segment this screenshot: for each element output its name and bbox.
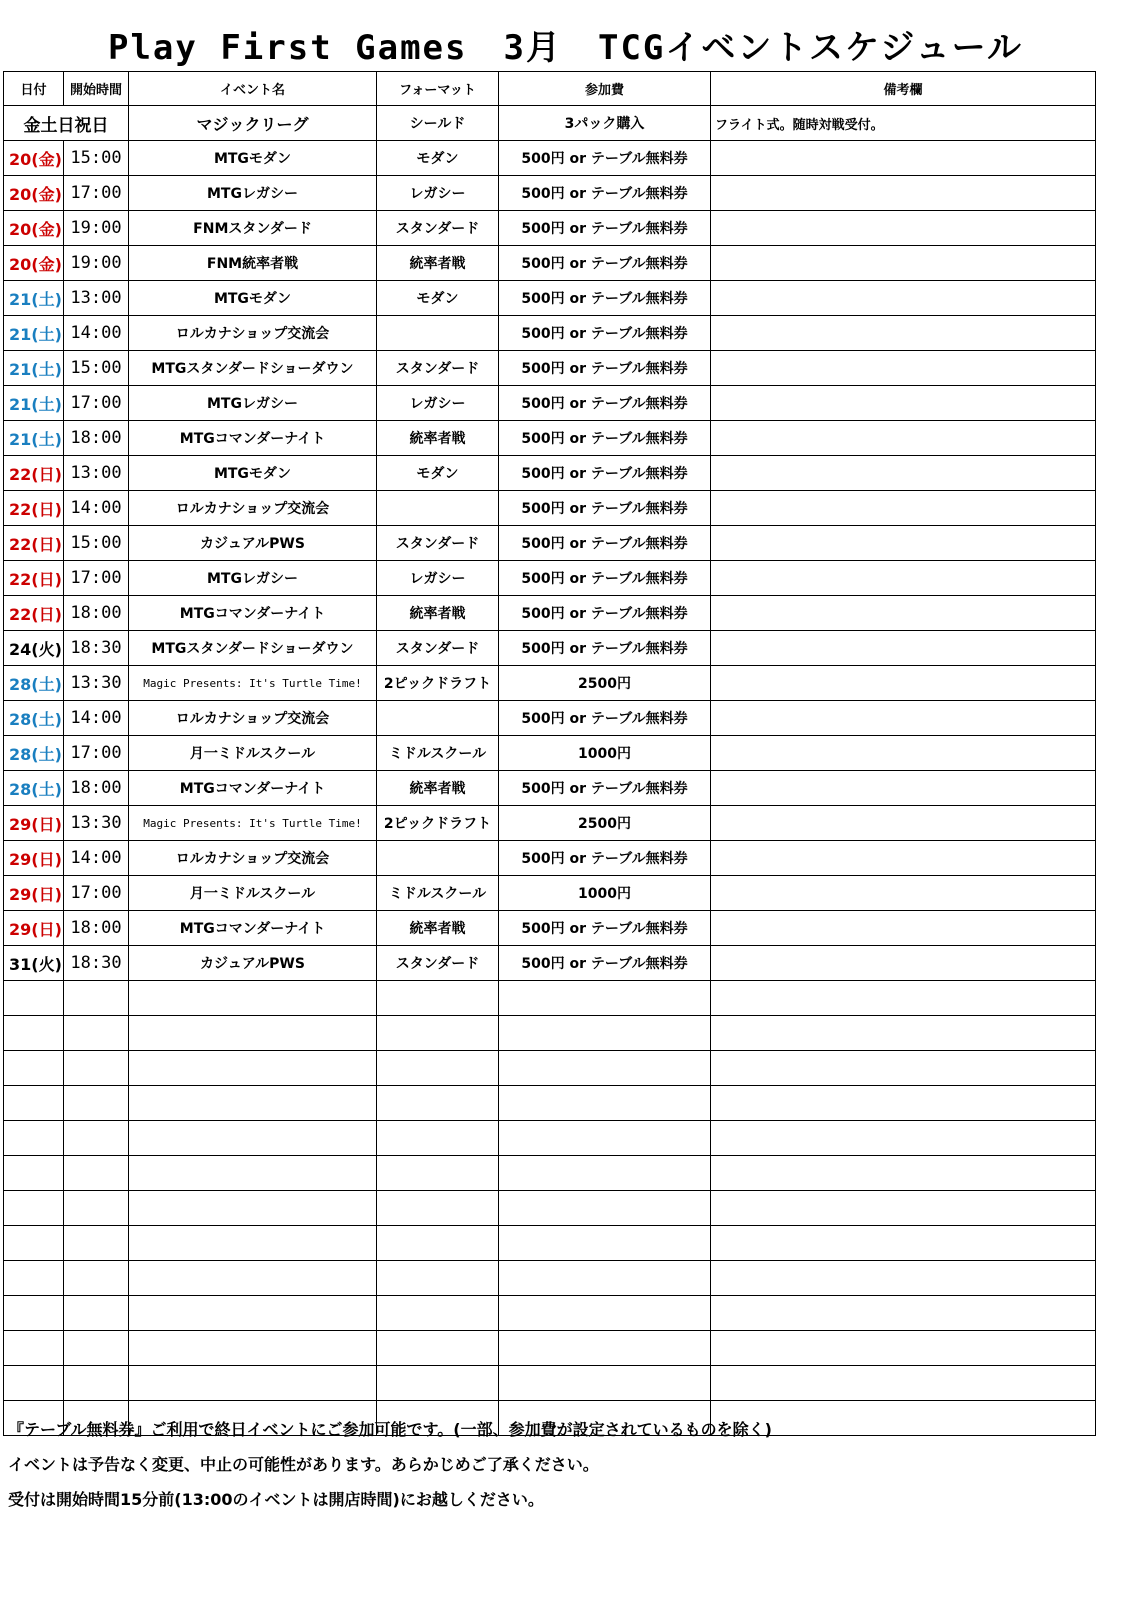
empty-cell xyxy=(499,1331,711,1366)
empty-row xyxy=(4,1366,1096,1401)
empty-cell xyxy=(129,1191,377,1226)
empty-cell xyxy=(64,1086,129,1121)
footer-note-2: イベントは予告なく変更、中止の可能性があります。あらかじめご了承ください。 xyxy=(8,1455,599,1474)
row-fee: 500円 or テーブル無料券 xyxy=(499,561,711,596)
empty-cell xyxy=(711,1086,1096,1121)
row-time: 14:00 xyxy=(64,701,129,736)
table-row xyxy=(4,421,1096,456)
empty-cell xyxy=(64,1051,129,1086)
table-row xyxy=(4,736,1096,771)
table-row xyxy=(4,526,1096,561)
empty-cell xyxy=(64,1121,129,1156)
row-fee: 500円 or テーブル無料券 xyxy=(499,946,711,981)
empty-row xyxy=(4,1156,1096,1191)
table-row xyxy=(4,176,1096,211)
row-time: 13:00 xyxy=(64,281,129,316)
row-event: MTGレガシー xyxy=(129,386,377,421)
row-format: モダン xyxy=(377,281,499,316)
row-fee: 500円 or テーブル無料券 xyxy=(499,281,711,316)
footer-note-3: 受付は開始時間15分前(13:00のイベントは開店時間)にお越しください。 xyxy=(8,1490,544,1509)
row-date: 20(金) xyxy=(4,246,64,281)
schedule-table xyxy=(3,71,1096,1436)
table-row xyxy=(4,806,1096,841)
empty-cell xyxy=(129,1296,377,1331)
empty-cell xyxy=(129,1051,377,1086)
daily-event: マジックリーグ xyxy=(129,106,377,141)
empty-cell xyxy=(377,1121,499,1156)
empty-cell xyxy=(64,1331,129,1366)
row-event: カジュアルPWS xyxy=(129,526,377,561)
empty-cell xyxy=(711,1226,1096,1261)
row-date: 28(土) xyxy=(4,736,64,771)
table-row xyxy=(4,246,1096,281)
row-fee: 500円 or テーブル無料券 xyxy=(499,246,711,281)
table-row xyxy=(4,631,1096,666)
empty-cell xyxy=(129,1086,377,1121)
empty-cell xyxy=(711,1016,1096,1051)
row-notes xyxy=(711,736,1096,771)
row-notes xyxy=(711,876,1096,911)
empty-cell xyxy=(4,981,64,1016)
row-format xyxy=(377,841,499,876)
row-event: ロルカナショップ交流会 xyxy=(129,701,377,736)
row-event: MTGコマンダーナイト xyxy=(129,421,377,456)
row-date: 31(火) xyxy=(4,946,64,981)
row-time: 15:00 xyxy=(64,141,129,176)
row-fee: 2500円 xyxy=(499,806,711,841)
row-date: 21(土) xyxy=(4,351,64,386)
row-event: Magic Presents: It's Turtle Time! xyxy=(129,806,377,841)
empty-row xyxy=(4,1191,1096,1226)
table-row xyxy=(4,316,1096,351)
row-format: スタンダード xyxy=(377,351,499,386)
row-date: 21(土) xyxy=(4,316,64,351)
empty-cell xyxy=(377,1156,499,1191)
row-date: 29(日) xyxy=(4,806,64,841)
empty-cell xyxy=(711,1156,1096,1191)
empty-cell xyxy=(4,1261,64,1296)
empty-cell xyxy=(4,1156,64,1191)
row-format: 2ピックドラフト xyxy=(377,666,499,701)
row-date: 28(土) xyxy=(4,666,64,701)
table-row xyxy=(4,771,1096,806)
empty-cell xyxy=(4,1121,64,1156)
empty-row xyxy=(4,1051,1096,1086)
row-event: カジュアルPWS xyxy=(129,946,377,981)
empty-cell xyxy=(377,981,499,1016)
empty-cell xyxy=(499,1051,711,1086)
empty-cell xyxy=(4,1191,64,1226)
row-event: ロルカナショップ交流会 xyxy=(129,491,377,526)
empty-cell xyxy=(4,1051,64,1086)
row-time: 17:00 xyxy=(64,736,129,771)
row-date: 28(土) xyxy=(4,771,64,806)
empty-cell xyxy=(129,1121,377,1156)
empty-row xyxy=(4,1086,1096,1121)
empty-cell xyxy=(377,1191,499,1226)
row-time: 14:00 xyxy=(64,316,129,351)
empty-row xyxy=(4,1016,1096,1051)
row-time: 18:30 xyxy=(64,946,129,981)
empty-cell xyxy=(711,1191,1096,1226)
row-date: 22(日) xyxy=(4,596,64,631)
row-notes xyxy=(711,316,1096,351)
row-time: 17:00 xyxy=(64,561,129,596)
row-date: 20(金) xyxy=(4,211,64,246)
row-fee: 1000円 xyxy=(499,736,711,771)
empty-cell xyxy=(711,1296,1096,1331)
row-time: 17:00 xyxy=(64,876,129,911)
empty-cell xyxy=(377,1051,499,1086)
row-time: 13:30 xyxy=(64,806,129,841)
table-row xyxy=(4,211,1096,246)
row-notes xyxy=(711,946,1096,981)
row-date: 29(日) xyxy=(4,841,64,876)
empty-cell xyxy=(499,1191,711,1226)
row-notes xyxy=(711,491,1096,526)
schedule-body xyxy=(4,106,1096,1436)
empty-cell xyxy=(4,1366,64,1401)
row-fee: 500円 or テーブル無料券 xyxy=(499,771,711,806)
header-format: フォーマット xyxy=(377,72,499,106)
header-notes: 備考欄 xyxy=(711,72,1096,106)
row-time: 14:00 xyxy=(64,841,129,876)
row-notes xyxy=(711,526,1096,561)
empty-cell xyxy=(64,1226,129,1261)
row-event: MTGモダン xyxy=(129,141,377,176)
row-notes xyxy=(711,386,1096,421)
row-fee: 500円 or テーブル無料券 xyxy=(499,211,711,246)
empty-cell xyxy=(499,1121,711,1156)
empty-cell xyxy=(129,981,377,1016)
row-event: 月一ミドルスクール xyxy=(129,876,377,911)
row-date: 29(日) xyxy=(4,911,64,946)
row-fee: 500円 or テーブル無料券 xyxy=(499,316,711,351)
row-notes xyxy=(711,841,1096,876)
empty-cell xyxy=(499,1086,711,1121)
row-time: 15:00 xyxy=(64,526,129,561)
row-fee: 500円 or テーブル無料券 xyxy=(499,491,711,526)
row-format: スタンダード xyxy=(377,211,499,246)
row-date: 29(日) xyxy=(4,876,64,911)
header-date: 日付 xyxy=(4,72,64,106)
row-time: 17:00 xyxy=(64,176,129,211)
empty-cell xyxy=(711,1121,1096,1156)
table-row xyxy=(4,666,1096,701)
empty-row xyxy=(4,981,1096,1016)
row-format: レガシー xyxy=(377,386,499,421)
table-row xyxy=(4,386,1096,421)
row-notes xyxy=(711,561,1096,596)
row-fee: 500円 or テーブル無料券 xyxy=(499,456,711,491)
empty-cell xyxy=(377,1016,499,1051)
empty-row xyxy=(4,1331,1096,1366)
row-fee: 500円 or テーブル無料券 xyxy=(499,351,711,386)
empty-cell xyxy=(4,1226,64,1261)
row-event: MTGコマンダーナイト xyxy=(129,771,377,806)
table-row xyxy=(4,841,1096,876)
empty-cell xyxy=(377,1366,499,1401)
row-date: 20(金) xyxy=(4,176,64,211)
row-event: MTGモダン xyxy=(129,281,377,316)
row-format: スタンダード xyxy=(377,946,499,981)
header-event: イベント名 xyxy=(129,72,377,106)
row-event: Magic Presents: It's Turtle Time! xyxy=(129,666,377,701)
row-notes xyxy=(711,176,1096,211)
row-format: レガシー xyxy=(377,561,499,596)
daily-day: 金土日祝日 xyxy=(4,106,129,141)
empty-cell xyxy=(129,1156,377,1191)
row-notes xyxy=(711,911,1096,946)
empty-row xyxy=(4,1226,1096,1261)
row-fee: 500円 or テーブル無料券 xyxy=(499,596,711,631)
row-date: 21(土) xyxy=(4,281,64,316)
empty-cell xyxy=(711,1366,1096,1401)
empty-cell xyxy=(377,1331,499,1366)
row-time: 19:00 xyxy=(64,246,129,281)
row-date: 21(土) xyxy=(4,386,64,421)
table-row xyxy=(4,491,1096,526)
row-date: 22(日) xyxy=(4,526,64,561)
row-event: MTGレガシー xyxy=(129,561,377,596)
row-time: 19:00 xyxy=(64,211,129,246)
empty-cell xyxy=(711,1051,1096,1086)
empty-cell xyxy=(64,1191,129,1226)
table-row xyxy=(4,351,1096,386)
empty-cell xyxy=(4,1331,64,1366)
row-fee: 500円 or テーブル無料券 xyxy=(499,421,711,456)
row-time: 18:00 xyxy=(64,771,129,806)
row-event: MTGコマンダーナイト xyxy=(129,596,377,631)
row-fee: 500円 or テーブル無料券 xyxy=(499,141,711,176)
daily-notes: フライト式。随時対戦受付。 xyxy=(711,106,1096,141)
row-format xyxy=(377,701,499,736)
row-time: 14:00 xyxy=(64,491,129,526)
row-time: 18:00 xyxy=(64,911,129,946)
row-event: ロルカナショップ交流会 xyxy=(129,316,377,351)
row-fee: 500円 or テーブル無料券 xyxy=(499,631,711,666)
empty-cell xyxy=(499,981,711,1016)
empty-cell xyxy=(4,1296,64,1331)
row-time: 18:00 xyxy=(64,421,129,456)
empty-cell xyxy=(129,1016,377,1051)
row-format xyxy=(377,491,499,526)
row-time: 18:30 xyxy=(64,631,129,666)
empty-cell xyxy=(4,1086,64,1121)
row-date: 22(日) xyxy=(4,561,64,596)
table-row xyxy=(4,876,1096,911)
table-row xyxy=(4,701,1096,736)
row-fee: 2500円 xyxy=(499,666,711,701)
table-row xyxy=(4,281,1096,316)
empty-cell xyxy=(499,1296,711,1331)
empty-cell xyxy=(711,1331,1096,1366)
empty-cell xyxy=(129,1226,377,1261)
empty-cell xyxy=(377,1296,499,1331)
row-time: 13:00 xyxy=(64,456,129,491)
empty-cell xyxy=(64,1296,129,1331)
row-event: ロルカナショップ交流会 xyxy=(129,841,377,876)
row-format: モダン xyxy=(377,456,499,491)
row-format xyxy=(377,316,499,351)
row-fee: 500円 or テーブル無料券 xyxy=(499,176,711,211)
row-format: ミドルスクール xyxy=(377,876,499,911)
row-event: MTGモダン xyxy=(129,456,377,491)
row-format: 統率者戦 xyxy=(377,246,499,281)
row-fee: 500円 or テーブル無料券 xyxy=(499,911,711,946)
table-row xyxy=(4,561,1096,596)
row-notes xyxy=(711,141,1096,176)
table-header-row xyxy=(4,72,1096,106)
row-format: 統率者戦 xyxy=(377,771,499,806)
row-event: MTGコマンダーナイト xyxy=(129,911,377,946)
row-fee: 500円 or テーブル無料券 xyxy=(499,841,711,876)
row-fee: 1000円 xyxy=(499,876,711,911)
row-notes xyxy=(711,211,1096,246)
empty-cell xyxy=(129,1331,377,1366)
daily-format: シールド xyxy=(377,106,499,141)
empty-cell xyxy=(377,1261,499,1296)
row-format: モダン xyxy=(377,141,499,176)
empty-row xyxy=(4,1296,1096,1331)
empty-cell xyxy=(64,981,129,1016)
page-title: Play First Games 3月 TCGイベントスケジュール xyxy=(107,28,1023,68)
empty-cell xyxy=(129,1261,377,1296)
empty-cell xyxy=(499,1016,711,1051)
daily-fee: 3パック購入 xyxy=(499,106,711,141)
row-event: FNMスタンダード xyxy=(129,211,377,246)
empty-cell xyxy=(4,1016,64,1051)
row-notes xyxy=(711,771,1096,806)
empty-cell xyxy=(64,1156,129,1191)
empty-cell xyxy=(711,1261,1096,1296)
empty-cell xyxy=(64,1261,129,1296)
table-row xyxy=(4,946,1096,981)
row-notes xyxy=(711,421,1096,456)
row-fee: 500円 or テーブル無料券 xyxy=(499,386,711,421)
empty-cell xyxy=(64,1016,129,1051)
row-notes xyxy=(711,666,1096,701)
empty-cell xyxy=(64,1366,129,1401)
row-notes xyxy=(711,281,1096,316)
table-row xyxy=(4,141,1096,176)
empty-cell xyxy=(377,1226,499,1261)
row-format: ミドルスクール xyxy=(377,736,499,771)
table-row xyxy=(4,456,1096,491)
row-format: 2ピックドラフト xyxy=(377,806,499,841)
row-time: 18:00 xyxy=(64,596,129,631)
row-date: 21(土) xyxy=(4,421,64,456)
table-row xyxy=(4,596,1096,631)
row-format: レガシー xyxy=(377,176,499,211)
row-notes xyxy=(711,596,1096,631)
footer-note-1: 『テーブル無料券』ご利用で終日イベントにご参加可能です。(一部、参加費が設定されているものを除く) xyxy=(8,1420,772,1439)
row-format: スタンダード xyxy=(377,526,499,561)
row-fee: 500円 or テーブル無料券 xyxy=(499,701,711,736)
row-date: 22(日) xyxy=(4,456,64,491)
row-event: 月一ミドルスクール xyxy=(129,736,377,771)
row-fee: 500円 or テーブル無料券 xyxy=(499,526,711,561)
row-format: 統率者戦 xyxy=(377,421,499,456)
row-event: FNM統率者戦 xyxy=(129,246,377,281)
row-format: スタンダード xyxy=(377,631,499,666)
row-date: 22(日) xyxy=(4,491,64,526)
row-notes xyxy=(711,631,1096,666)
row-notes xyxy=(711,351,1096,386)
row-notes xyxy=(711,701,1096,736)
empty-cell xyxy=(711,981,1096,1016)
daily-league-row xyxy=(4,106,1096,141)
row-event: MTGスタンダードショーダウン xyxy=(129,631,377,666)
row-format: 統率者戦 xyxy=(377,911,499,946)
row-notes xyxy=(711,456,1096,491)
empty-cell xyxy=(129,1366,377,1401)
row-event: MTGレガシー xyxy=(129,176,377,211)
row-format: 統率者戦 xyxy=(377,596,499,631)
empty-cell xyxy=(499,1226,711,1261)
table-row xyxy=(4,911,1096,946)
row-date: 28(土) xyxy=(4,701,64,736)
empty-cell xyxy=(499,1156,711,1191)
empty-cell xyxy=(499,1261,711,1296)
header-fee: 参加費 xyxy=(499,72,711,106)
row-date: 20(金) xyxy=(4,141,64,176)
row-notes xyxy=(711,246,1096,281)
empty-cell xyxy=(499,1366,711,1401)
header-time: 開始時間 xyxy=(64,72,129,106)
row-event: MTGスタンダードショーダウン xyxy=(129,351,377,386)
row-time: 13:30 xyxy=(64,666,129,701)
empty-row xyxy=(4,1121,1096,1156)
row-date: 24(火) xyxy=(4,631,64,666)
row-time: 15:00 xyxy=(64,351,129,386)
row-time: 17:00 xyxy=(64,386,129,421)
empty-row xyxy=(4,1261,1096,1296)
empty-cell xyxy=(377,1086,499,1121)
row-notes xyxy=(711,806,1096,841)
